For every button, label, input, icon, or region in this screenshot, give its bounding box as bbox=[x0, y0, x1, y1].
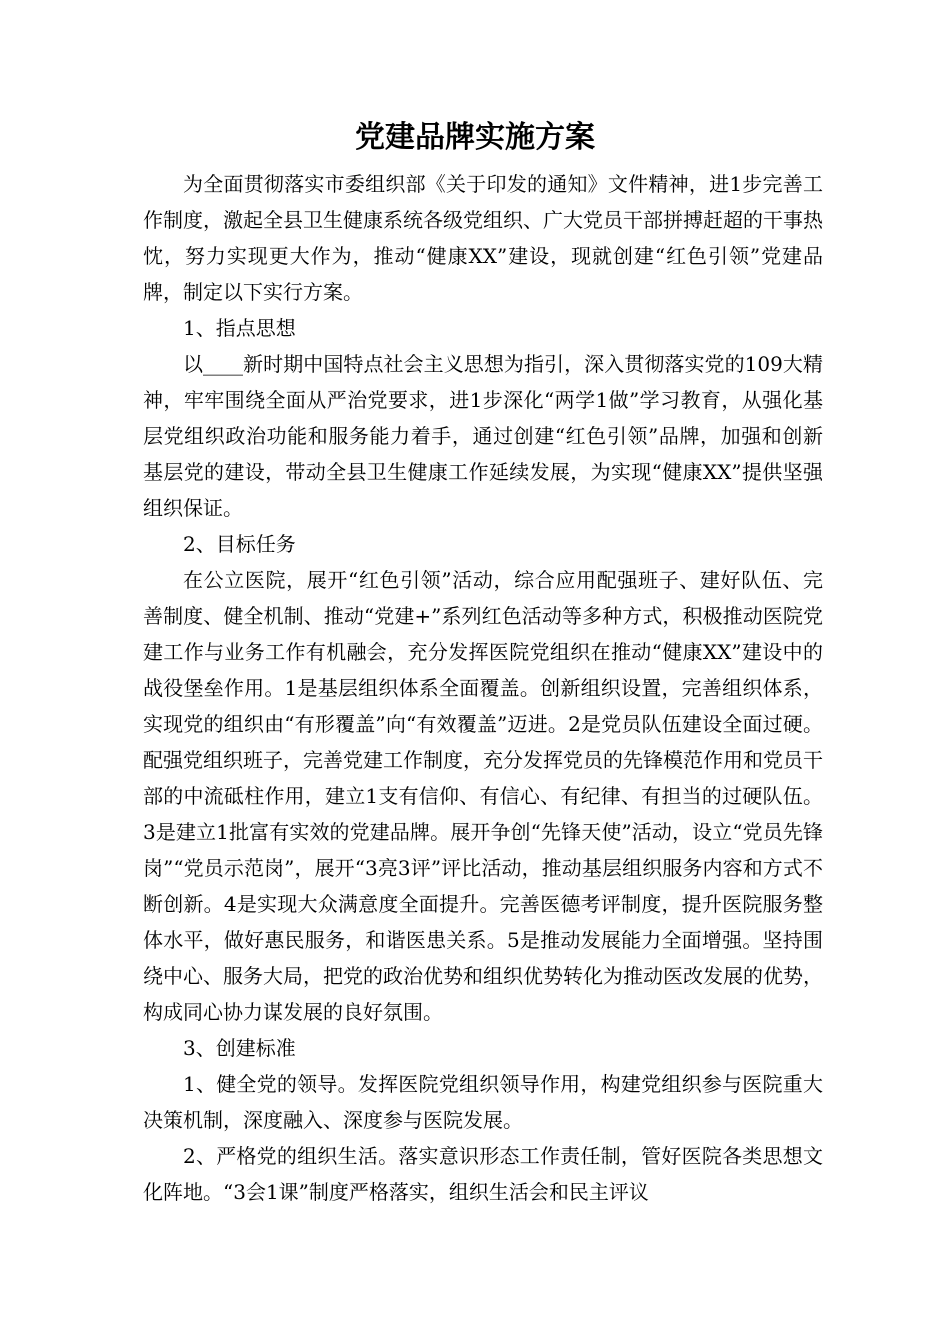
guiding-thought-paragraph: 以____新时期中国特点社会主义思想为指引，深入贯彻落实党的109大精神，牢牢围绕全面从严治党要求，进1步深化“两学1做”学习教育，从强化基层党组织政治功能和服务能力着手，通过创建“红色引领”品牌，加强和创新基层党的建设，带动全县卫生健康工作延续发展，为实现“健康XX”提供坚强组织保证。 bbox=[143, 352, 823, 520]
section-heading-goals: 2、目标任务 bbox=[183, 532, 296, 556]
standard-item-2: 2、严格党的组织生活。落实意识形态工作责任制，管好医院各类思想文化阵地。“3会1课”制度严格落实，组织生活会和民主评议 bbox=[143, 1144, 823, 1204]
document-title: 党建品牌实施方案 bbox=[355, 120, 595, 155]
section-heading-standards: 3、创建标准 bbox=[183, 1036, 296, 1060]
standard-item-1: 1、健全党的领导。发挥医院党组织领导作用，构建党组织参与医院重大决策机制，深度融入、深度参与医院发展。 bbox=[143, 1072, 823, 1132]
goals-paragraph: 在公立医院，展开“红色引领”活动，综合应用配强班子、建好队伍、完善制度、健全机制、推动“党建+”系列红色活动等多种方式，积极推动医院党建工作与业务工作有机融会，充分发挥医院党组织在推动“健康XX”建设中的战役堡垒作用。1是基层组织体系全面覆盖。创新组织设置，完善组织体系，实现党的组织由“有形覆盖”向“有效覆盖”迈进。2是党员队伍建设全面过硬。配强党组织班子，完善党建工作制度，充分发挥党员的先锋模范作用和党员干部的中流砥柱作用，建立1支有信仰、有信心、有纪律、有担当的过硬队伍。3是建立1批富有实效的党建品牌。展开争创“先锋天使”活动，设立“党员先锋岗”“党员示范岗”，展开“3亮3评”评比活动，推动基层组织服务内容和方式不断创新。4是实现大众满意度全面提升。完善医德考评制度，提升医院服务整体水平，做好惠民服务，和谐医患关系。5是推动发展能力全面增强。坚持围绕中心、服务大局，把党的政治优势和组织优势转化为推动医改发展的优势，构成同心协力谋发展的良好氛围。 bbox=[143, 568, 823, 1024]
document-body bbox=[143, 166, 823, 1210]
section-heading-guiding-thought: 1、指点思想 bbox=[183, 316, 296, 340]
intro-paragraph: 为全面贯彻落实市委组织部《关于印发的通知》文件精神，进1步完善工作制度，激起全县卫生健康系统各级党组织、广大党员干部拼搏赶超的干事热忱，努力实现更大作为，推动“健康XX”建设，现就创建“红色引领”党建品牌，制定以下实行方案。 bbox=[143, 172, 823, 304]
